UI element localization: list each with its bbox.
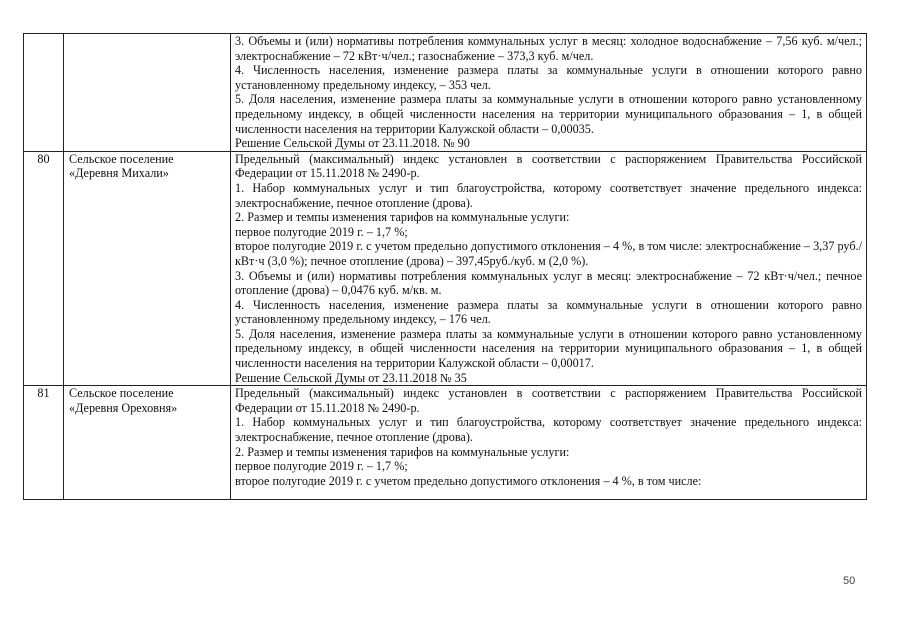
paragraph: 5. Доля населения, изменение размера платы за коммунальные услуги в отношении которого равно установленному предельному индексу, в общей численности населения на территории муниципального образования – 1, в общей численности населения на территории Калужской области – 0,00035. (235, 92, 862, 136)
settlement-title: «Деревня Михали» (69, 166, 169, 181)
paragraph: 1. Набор коммунальных услуг и тип благоустройства, которому соответствует значение предельного индекса: электроснабжение, печное отопление (дрова). (235, 180, 862, 210)
paragraph: первое полугодие 2019 г. – 1,7 %; (235, 459, 408, 474)
settlement-name (64, 151, 231, 386)
paragraph: второе полугодие 2019 г. с учетом предельно допустимого отклонения – 4 %, в том числе: электроснабжение – 3,37 руб./кВт·ч (3,0 %); печное отопление (дрова) – 397,45руб./куб. м (2,0 %). (235, 239, 862, 268)
row-number: 81 (24, 386, 64, 500)
settlement-name (64, 386, 231, 500)
table-row (24, 151, 867, 386)
tariff-index-table (23, 33, 867, 500)
settlement-name (64, 34, 231, 152)
paragraph: 4. Численность населения, изменение размера платы за коммунальные услуги в отношении которого равно установленному предельному индексу, – 353 чел. (235, 63, 862, 92)
paragraph: 2. Размер и темпы изменения тарифов на коммунальные услуги: (235, 210, 570, 225)
row-number: 80 (24, 151, 64, 386)
paragraph: 1. Набор коммунальных услуг и тип благоустройства, которому соответствует значение предельного индекса: электроснабжение, печное отопление (дрова). (235, 415, 862, 445)
paragraph: 5. Доля населения, изменение размера платы за коммунальные услуги в отношении которого равно установленному предельному индексу, в общей численности населения на территории муниципального образования – 1, в общей численности населения на территории Калужской области – 0,00017. (235, 326, 862, 371)
row-number (24, 34, 64, 152)
paragraph: Предельный (максимальный) индекс установлен в соответствии с распоряжением Правительства Российской Федерации от 15.11.2018 № 2490-р. (235, 386, 862, 415)
paragraph: 3. Объемы и (или) нормативы потребления коммунальных услуг в месяц: электроснабжение – 72 кВт·ч/чел.; печное отопление (дрова) – 0,0476 куб. м/кв. м. (235, 268, 862, 298)
settlement-title: «Деревня Ореховня» (69, 400, 178, 415)
paragraph: Предельный (максимальный) индекс установлен в соответствии с распоряжением Правительства Российской Федерации от 15.11.2018 № 2490-р. (235, 151, 862, 181)
truncated-content (235, 386, 862, 499)
index-description (231, 34, 867, 152)
table-row (24, 386, 867, 500)
decision-reference: Решение Сельской Думы от 23.11.2018 № 35 (235, 370, 467, 385)
settlement-type: Сельское поселение (69, 386, 174, 401)
paragraph: первое полугодие 2019 г. – 1,7 %; (235, 224, 408, 239)
index-description (231, 151, 867, 386)
paragraph: 2. Размер и темпы изменения тарифов на коммунальные услуги: (235, 444, 570, 459)
index-description (231, 386, 867, 500)
page-number: 50 (843, 575, 856, 587)
paragraph: 3. Объемы и (или) нормативы потребления коммунальных услуг в месяц: холодное водоснабжение – 7,56 куб. м/чел.; электроснабжение – 72 кВт·ч/чел.; газоснабжение – 373,3 куб. м/чел. (235, 34, 862, 63)
paragraph: второе полугодие 2019 г. с учетом предельно допустимого отклонения – 4 %, в том числе: (235, 473, 702, 488)
decision-reference: Решение Сельской Думы от 23.11.2018. № 90 (235, 136, 470, 151)
settlement-type: Сельское поселение (69, 151, 174, 166)
paragraph: 4. Численность населения, изменение размера платы за коммунальные услуги в отношении которого равно установленному предельному индексу, – 176 чел. (235, 297, 862, 327)
table-row (24, 34, 867, 152)
